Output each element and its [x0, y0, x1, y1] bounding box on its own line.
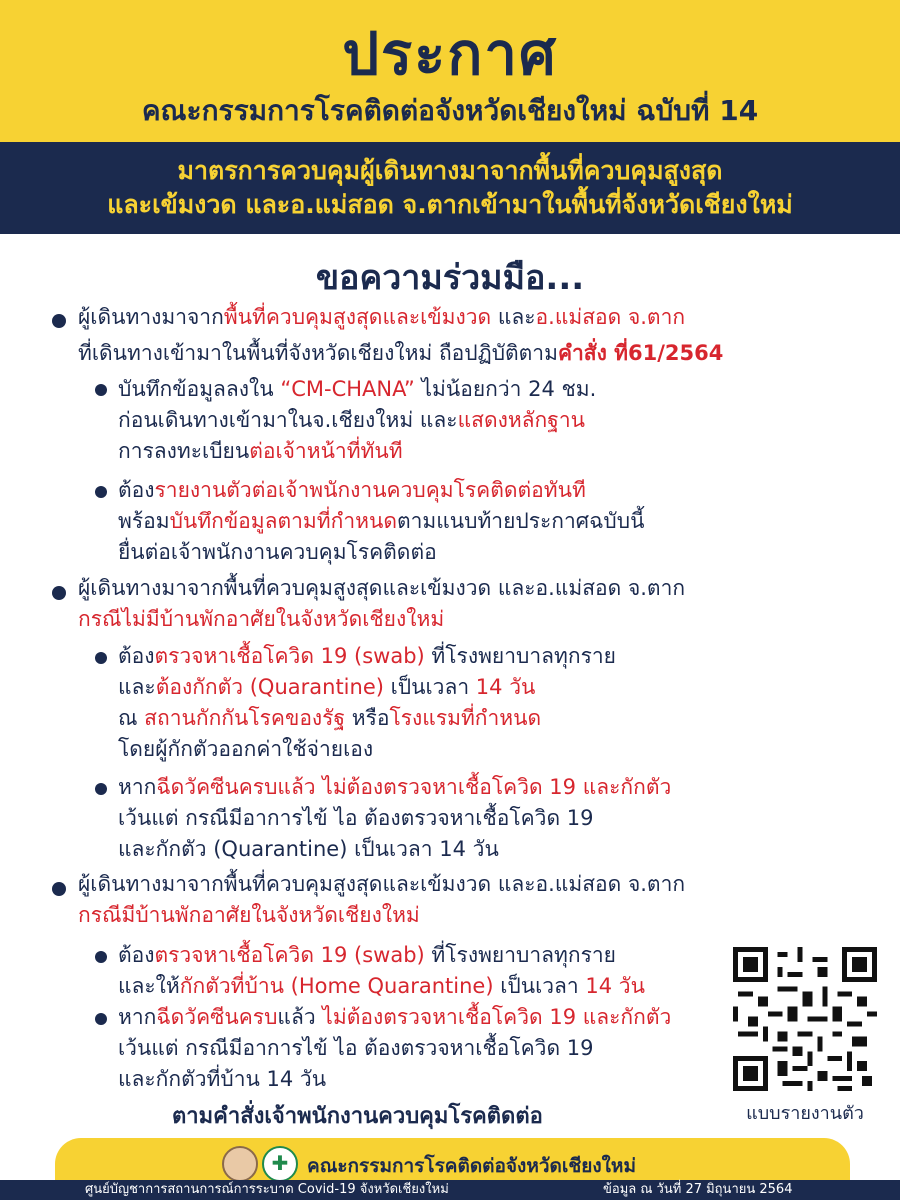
header-banner: [0, 0, 900, 142]
section2-item-b-line2: เว้นแต่ กรณีมีอาการไข้ ไอ ต้องตรวจหาเชื้อโควิด 19: [118, 806, 594, 830]
qr-code-icon[interactable]: [733, 947, 877, 1091]
cooperation-heading: ขอความร่วมมือ...: [315, 258, 585, 298]
measure-title-line-2: และเข้มงวด และอ.แม่สอด จ.ตากเข้ามาในพื้นที่จังหวัดเชียงใหม่: [107, 190, 793, 219]
section1-item-b-line3: ยื่นต่อเจ้าพนักงานควบคุมโรคติดต่อ: [118, 540, 437, 564]
section3-item-a-line2: และให้กักตัวที่บ้าน (Home Quarantine) เป็นเวลา 14 วัน: [118, 974, 645, 998]
section3-item-b-line1: หากฉีดวัคซีนครบแล้ว ไม่ต้องตรวจหาเชื้อโควิด 19 และกักตัว: [118, 1005, 672, 1029]
section2-item-b-line3: และกักตัว (Quarantine) เป็นเวลา 14 วัน: [118, 837, 499, 861]
section1-item-a-line2: ก่อนเดินทางเข้ามาในจ.เชียงใหม่ และแสดงหลักฐาน: [118, 408, 585, 432]
bullet-icon: [95, 486, 107, 498]
measure-title-line-1: มาตรการควบคุมผู้เดินทางมาจากพื้นที่ควบคุมสูงสุด: [177, 156, 723, 185]
bullet-icon: [95, 652, 107, 664]
bullet-icon: [52, 314, 66, 328]
section2-item-a-line2: และต้องกักตัว (Quarantine) เป็นเวลา 14 วัน: [118, 675, 536, 699]
section3-item-b-line3: และกักตัวที่บ้าน 14 วัน: [118, 1067, 327, 1091]
section2-item-a-line1: ต้องตรวจหาเชื้อโควิด 19 (swab) ที่โรงพยาบาลทุกราย: [118, 644, 616, 668]
section1-line2: ที่เดินทางเข้ามาในพื้นที่จังหวัดเชียงใหม่ ถือปฏิบัติตามคำสั่ง ที่61/2564: [78, 341, 724, 365]
section1-item-b-line2: พร้อมบันทึกข้อมูลตามที่กำหนดตามแนบท้ายประกาศฉบับนี้: [118, 509, 645, 533]
footer-org-name: คณะกรรมการโรคติดต่อจังหวัดเชียงใหม่: [307, 1155, 636, 1177]
section1-line1: ผู้เดินทางมาจากพื้นที่ควบคุมสูงสุดและเข้มงวด และอ.แม่สอด จ.ตาก: [78, 305, 686, 329]
section2-item-a-line4: โดยผู้กักตัวออกค่าใช้จ่ายเอง: [118, 737, 374, 761]
bullet-icon: [52, 882, 66, 896]
bullet-icon: [52, 586, 66, 600]
section1-item-a-line3: การลงทะเบียนต่อเจ้าหน้าที่ทันที: [118, 439, 403, 463]
section3-line2: กรณีมีบ้านพักอาศัยในจังหวัดเชียงใหม่: [78, 903, 420, 927]
closing-statement: ตามคำสั่งเจ้าพนักงานควบคุมโรคติดต่อ: [172, 1104, 543, 1129]
page-title: ประกาศ: [342, 20, 558, 88]
page-subtitle: คณะกรรมการโรคติดต่อจังหวัดเชียงใหม่ ฉบับที่ 14: [141, 94, 759, 127]
bullet-icon: [95, 951, 107, 963]
section2-line1: ผู้เดินทางมาจากพื้นที่ควบคุมสูงสุดและเข้มงวด และอ.แม่สอด จ.ตาก: [78, 576, 686, 600]
data-date-text: ข้อมูล ณ วันที่ 27 มิถุนายน 2564: [603, 1182, 793, 1197]
bottom-info-bar: [0, 1180, 900, 1200]
section2-item-a-line3: ณ สถานกักกันโรคของรัฐ หรือโรงแรมที่กำหนด: [118, 706, 542, 730]
section3-item-b-line2: เว้นแต่ กรณีมีอาการไข้ ไอ ต้องตรวจหาเชื้อโควิด 19: [118, 1036, 594, 1060]
province-seal-icon: [222, 1146, 258, 1182]
bullet-icon: [95, 783, 107, 795]
section2-line2: กรณีไม่มีบ้านพักอาศัยในจังหวัดเชียงใหม่: [78, 607, 445, 631]
bullet-icon: [95, 384, 107, 396]
health-ministry-logo-icon: ✚: [262, 1146, 298, 1182]
measure-banner: [0, 142, 900, 234]
section1-item-a-line1: บันทึกข้อมูลลงใน “CM-CHANA” ไม่น้อยกว่า 24 ชม.: [118, 377, 597, 401]
section1-item-b-line1: ต้องรายงานตัวต่อเจ้าพนักงานควบคุมโรคติดต่อทันที: [118, 478, 586, 502]
section3-line1: ผู้เดินทางมาจากพื้นที่ควบคุมสูงสุดและเข้มงวด และอ.แม่สอด จ.ตาก: [78, 872, 686, 896]
section3-item-a-line1: ต้องตรวจหาเชื้อโควิด 19 (swab) ที่โรงพยาบาลทุกราย: [118, 943, 616, 967]
section2-item-b-line1: หากฉีดวัคซีนครบแล้ว ไม่ต้องตรวจหาเชื้อโควิด 19 และกักตัว: [118, 775, 672, 799]
source-center-text: ศูนย์บัญชาการสถานการณ์การระบาด Covid-19 จังหวัดเชียงใหม่: [85, 1182, 449, 1197]
qr-code-label: แบบรายงานตัว: [746, 1103, 864, 1124]
bullet-icon: [95, 1013, 107, 1025]
